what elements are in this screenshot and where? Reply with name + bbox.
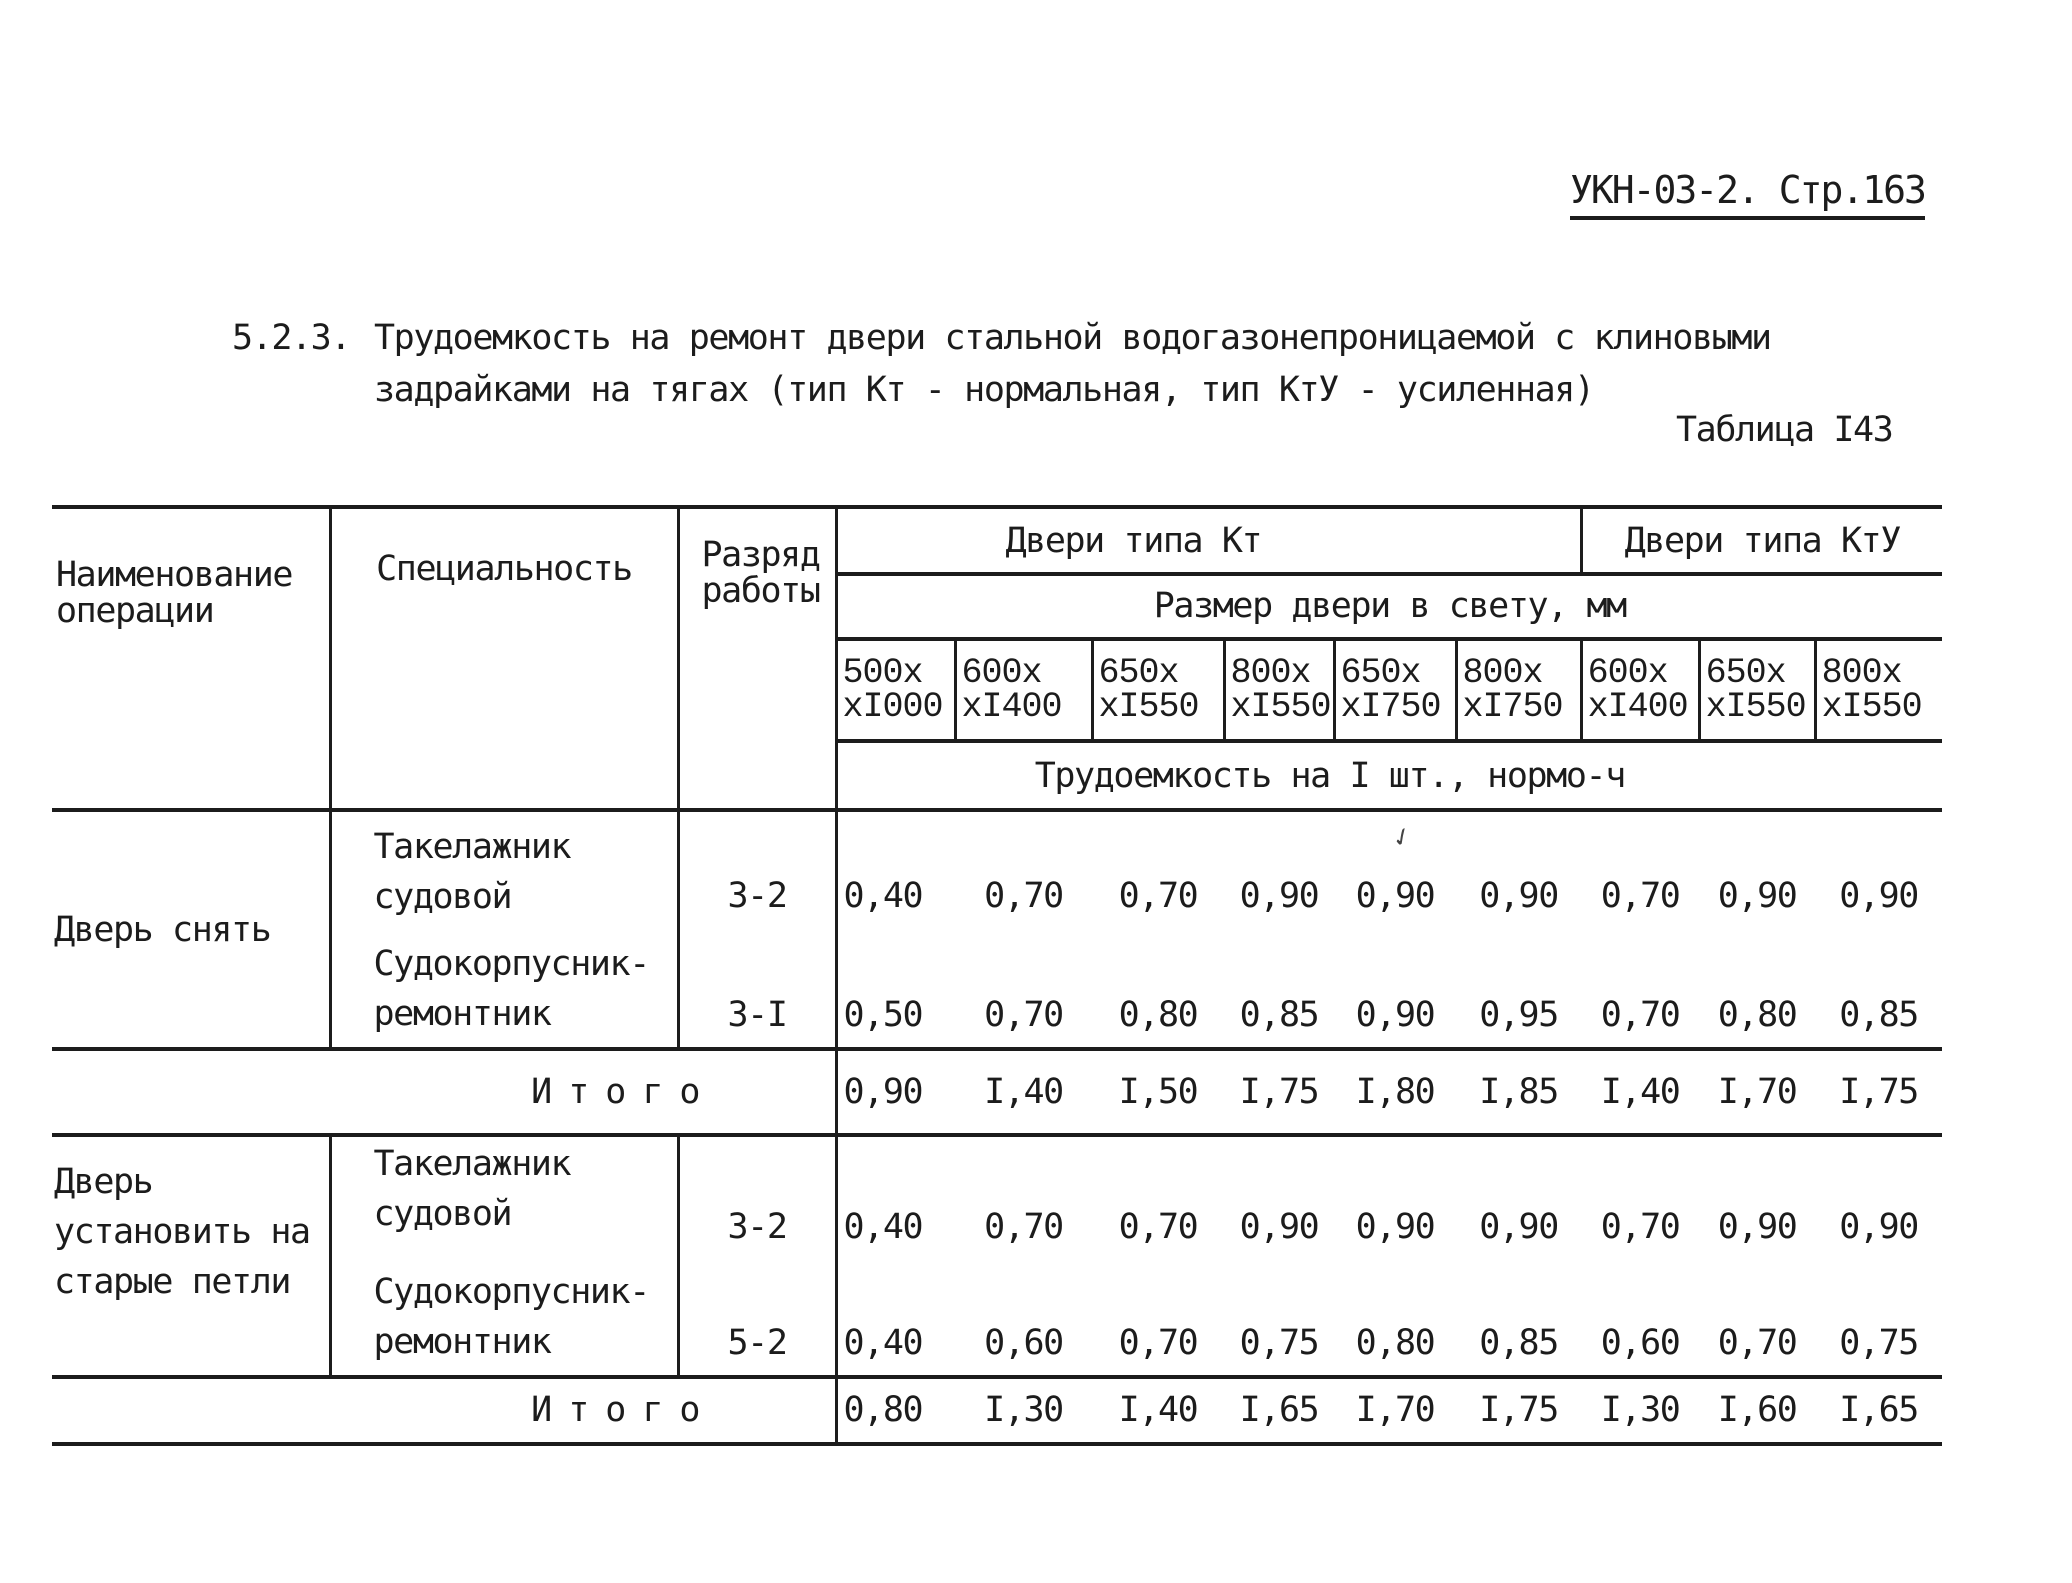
value-cell: 0,70 [1717,1322,1797,1363]
value-cell: 0,70 [1581,1135,1699,1247]
value-cell: 0,40 [836,1135,955,1247]
value-cell: 0,70 [1118,1322,1198,1363]
value-cell: 0,90 [1456,1135,1581,1247]
grade-cell: 3-I [678,930,836,1049]
value-cell: 0,70 [955,1135,1092,1247]
value-cell: 0,50 [836,930,955,1049]
value-cell: 0,90 [1224,1135,1334,1247]
section-number: 5.2.3. [232,318,351,358]
header-grade: Разряд работы [678,507,836,810]
total-value: I,60 [1699,1377,1815,1444]
dim-bottom: xI750 [1462,686,1563,727]
value-cell: 0,70 [1600,995,1680,1036]
section-title-text: Трудоемкость на ремонт двери стальной водогазонепроницаемой с клиновыми задрайками на тягах (тип Кт - нормальная, тип КтУ - усиленная) [374,318,1771,410]
operation-cell: Дверь снять [52,810,330,1050]
total-value: I,70 [1699,1049,1815,1135]
value-cell: 0,80 [1118,995,1198,1036]
header-dim-4 [1224,639,1334,742]
specialty-cell: Такелажник судовой [330,810,678,930]
value-cell: 0,75 [1839,1322,1918,1363]
value-cell: 0,90 [1699,1135,1815,1247]
value-cell: 0,60 [984,1322,1063,1363]
total-label: Итого [52,1377,836,1444]
value-cell: 0,80 [1355,1322,1435,1363]
page-reference: УКН-03-2. Стр.163 [1570,168,1925,220]
dim-bottom: xI400 [961,686,1062,727]
dim-bottom: xI550 [1230,686,1331,727]
dim-bottom: xI550 [1821,686,1922,727]
value-cell: 0,90 [1334,1135,1456,1247]
value-cell: 0,40 [836,810,955,930]
specialty-cell: Судокорпусник-ремонтник [330,930,678,1049]
header-group-ktu: Двери типа КтУ [1581,507,1942,574]
dim-top: 800x [1821,652,1902,693]
dim-top: 650x [1340,652,1421,693]
header-dim-1 [836,639,955,742]
header-dim-9 [1815,639,1942,742]
total-value: I,75 [1815,1049,1942,1135]
value-cell: 0,70 [984,995,1063,1036]
header-dim-3 [1092,639,1224,742]
total-value: I,65 [1224,1377,1334,1444]
check-mark-icon: ✓ [1386,817,1417,856]
value-cell: 0,95 [1479,995,1558,1036]
dim-top: 650x [1705,652,1786,693]
header-operation: Наименование операции [52,507,330,810]
header-dim-7 [1581,639,1699,742]
dim-bottom: xI550 [1098,686,1199,727]
value-cell: 0,60 [1600,1322,1680,1363]
dim-top: 600x [961,652,1042,693]
value-cell: 0,90 [1334,810,1456,930]
dim-top: 800x [1462,652,1543,693]
total-value: I,30 [955,1377,1092,1444]
grade-cell: 3-2 [678,1135,836,1247]
header-group-kt: Двери типа Кт [836,507,1581,574]
dim-bottom: xI750 [1340,686,1441,727]
total-value: I,80 [1334,1049,1456,1135]
value-cell: 0,85 [1239,995,1319,1036]
dim-bottom: xI400 [1587,686,1688,727]
dim-top: 600x [1587,652,1668,693]
value-cell: 0,70 [955,810,1092,930]
section-heading [232,312,1852,416]
specialty-cell: Судокорпусник-ремонтник [330,1247,678,1376]
total-value: 0,80 [836,1377,955,1444]
grade-cell: 3-2 [678,810,836,930]
value-cell: 0,70 [1092,1135,1224,1247]
value-cell: 0,85 [1479,1322,1558,1363]
header-door-size: Размер двери в свету, мм [836,574,1942,638]
value-cell: 0,90 [1815,1135,1942,1247]
value-cell: 0,70 [1092,810,1224,930]
total-value: I,40 [1581,1049,1699,1135]
header-specialty: Специальность [330,507,678,810]
dim-bottom: xI550 [1705,686,1806,727]
dim-top: 650x [1098,652,1179,693]
value-cell: 0,85 [1839,995,1918,1036]
labor-intensity-table [52,505,1942,1446]
value-cell: 0,90 [1224,810,1334,930]
value-cell: 0,75 [1239,1322,1319,1363]
total-value: I,75 [1456,1377,1581,1444]
value-cell: 0,90 [1699,810,1815,930]
total-value: I,75 [1224,1049,1334,1135]
header-labor-unit: Трудоемкость на I шт., нормо-ч [836,741,1942,809]
value-cell: 0,80 [1717,995,1797,1036]
total-value: 0,90 [836,1049,955,1135]
value-cell: 0,70 [1581,810,1699,930]
total-value: I,50 [1092,1049,1224,1135]
total-value: I,40 [1092,1377,1224,1444]
header-dim-6 [1456,639,1581,742]
value-cell: 0,90 [1456,810,1581,930]
header-dim-5 [1334,639,1456,742]
value-cell: 0,90 [1815,810,1942,930]
table-number: Таблица I43 [1676,410,1893,450]
specialty-cell: Такелажник судовой [330,1135,678,1247]
grade-cell: 5-2 [678,1247,836,1376]
header-dim-2 [955,639,1092,742]
total-value: I,30 [1581,1377,1699,1444]
value-cell: 0,90 [1355,995,1435,1036]
operation-cell: Дверь установить на старые петли [52,1135,330,1377]
total-value: I,40 [955,1049,1092,1135]
dim-top: 500x [842,652,923,693]
total-value: I,85 [1456,1049,1581,1135]
dim-top: 800x [1230,652,1311,693]
dim-bottom: xI000 [842,686,943,727]
total-label: Итого [52,1049,836,1135]
total-value: I,70 [1334,1377,1456,1444]
header-dim-8 [1699,639,1815,742]
total-value: I,65 [1815,1377,1942,1444]
value-cell: 0,40 [836,1247,955,1376]
